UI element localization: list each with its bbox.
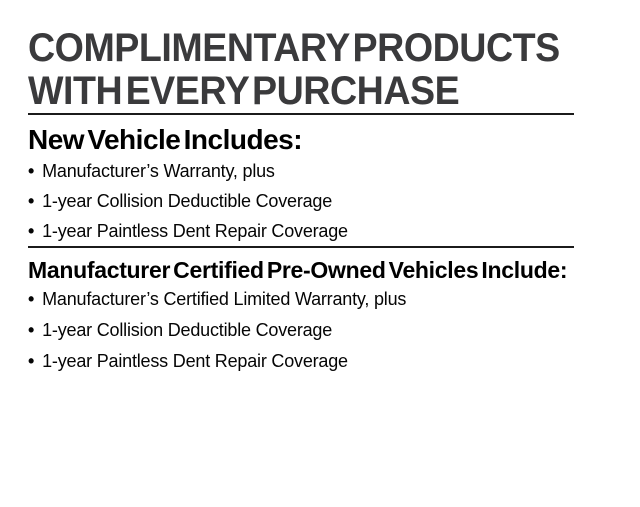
section-heading-certified-pre-owned: Manufacturer Certified Pre-Owned Vehicles Include:	[28, 257, 568, 283]
list-item	[28, 346, 640, 377]
list-item	[28, 216, 640, 246]
list-item	[28, 284, 640, 315]
section-heading-new-vehicle: New Vehicle Includes:	[28, 124, 303, 155]
list-item-text: Manufacturer’s Certified Limited Warranty, plus	[42, 289, 407, 309]
list-item-text: Manufacturer’s Warranty, plus	[42, 161, 275, 181]
list-item-text: 1-year Paintless Dent Repair Coverage	[42, 221, 348, 241]
page-title-line1: COMPLIMENTARY PRODUCTS	[28, 26, 560, 70]
bullet-icon: •	[28, 320, 35, 340]
list-item	[28, 186, 640, 216]
new-vehicle-benefits-list	[28, 156, 640, 246]
bullet-icon: •	[28, 289, 35, 309]
list-item	[28, 315, 640, 346]
divider-middle	[28, 246, 574, 248]
list-item-text: 1-year Collision Deductible Coverage	[42, 191, 333, 211]
page-title-line2: WITH EVERY PURCHASE	[28, 69, 460, 113]
list-item	[28, 156, 640, 186]
certified-pre-owned-benefits-list	[28, 284, 640, 377]
page-title	[28, 27, 603, 113]
section-certified-pre-owned	[28, 256, 640, 377]
list-item-text: 1-year Collision Deductible Coverage	[42, 320, 333, 340]
list-item-text: 1-year Paintless Dent Repair Coverage	[42, 351, 348, 371]
bullet-icon: •	[28, 351, 35, 371]
bullet-icon: •	[28, 161, 35, 181]
bullet-icon: •	[28, 191, 35, 211]
page	[0, 27, 640, 377]
section-new-vehicle	[28, 123, 640, 246]
divider-top	[28, 113, 574, 115]
bullet-icon: •	[28, 221, 35, 241]
